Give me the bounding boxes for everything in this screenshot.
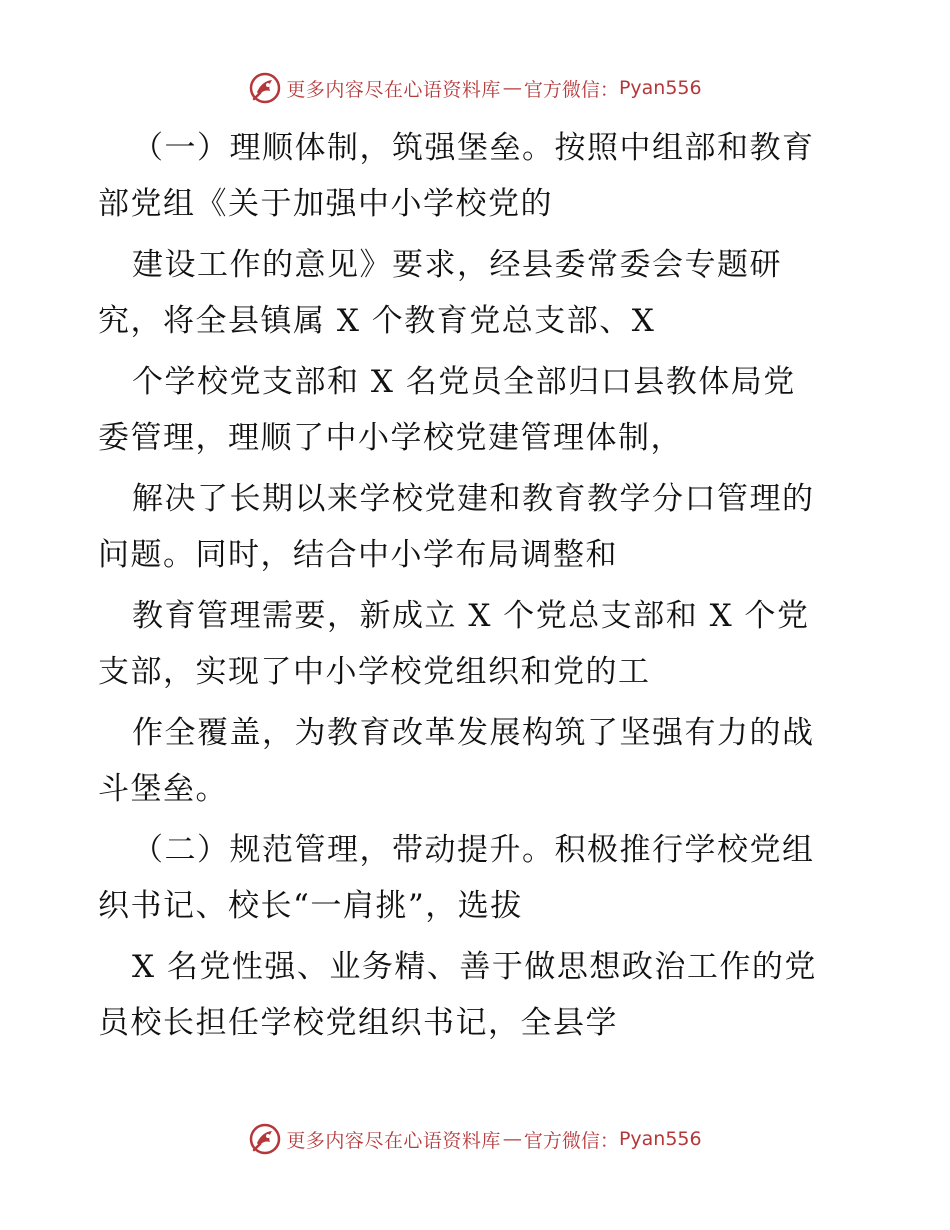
header-banner bbox=[0, 70, 950, 106]
header-banner-separator: — bbox=[502, 77, 522, 99]
body-line-10: 支部，实现了中小学校党组织和党的工 bbox=[98, 654, 651, 690]
footer-banner-separator: — bbox=[502, 1128, 522, 1150]
header-banner-text: 更多内容尽在心语资料库 bbox=[286, 78, 501, 101]
logo-icon bbox=[248, 71, 282, 105]
body-line-7: 解决了长期以来学校党建和教育教学分口管理的 bbox=[132, 481, 815, 517]
body-line-9: 教育管理需要，新成立 X 个党总支部和 X 个党 bbox=[132, 598, 810, 634]
body-line-11: 作全覆盖，为教育改革发展构筑了坚强有力的战 bbox=[132, 715, 815, 751]
body-line-16: 员校长担任学校党组织书记，全县学 bbox=[98, 1005, 618, 1041]
footer-wechat-id: Pyan556 bbox=[618, 1128, 702, 1150]
logo-icon bbox=[248, 1122, 282, 1156]
body-line-4: 究，将全县镇属 X 个教育党总支部、X bbox=[98, 303, 656, 339]
footer-banner bbox=[0, 1121, 950, 1157]
body-line-1: （一）理顺体制，筑强堡垒。按照中组部和教育 bbox=[132, 130, 815, 166]
body-line-5: 个学校党支部和 X 名党员全部归口县教体局党 bbox=[132, 364, 796, 400]
header-wechat-id: Pyan556 bbox=[618, 77, 702, 99]
body-line-14: 织书记、校长“一肩挑”，选拔 bbox=[98, 888, 523, 924]
body-line-2: 部党组《关于加强中小学校党的 bbox=[98, 186, 553, 222]
header-wechat-label: 官方微信： bbox=[523, 78, 619, 101]
body-line-15: X 名党性强、业务精、善于做思想政治工作的党 bbox=[132, 949, 817, 985]
body-line-8: 问题。同时，结合中小学布局调整和 bbox=[98, 537, 618, 573]
footer-banner-text: 更多内容尽在心语资料库 bbox=[286, 1129, 501, 1152]
body-line-12: 斗堡垒。 bbox=[98, 771, 228, 807]
body-line-3: 建设工作的意见》要求，经县委常委会专题研 bbox=[132, 247, 782, 283]
footer-wechat-label: 官方微信： bbox=[523, 1129, 619, 1152]
body-line-6: 委管理，理顺了中小学校党建管理体制， bbox=[98, 420, 683, 456]
body-line-13: （二）规范管理，带动提升。积极推行学校党组 bbox=[132, 832, 815, 868]
